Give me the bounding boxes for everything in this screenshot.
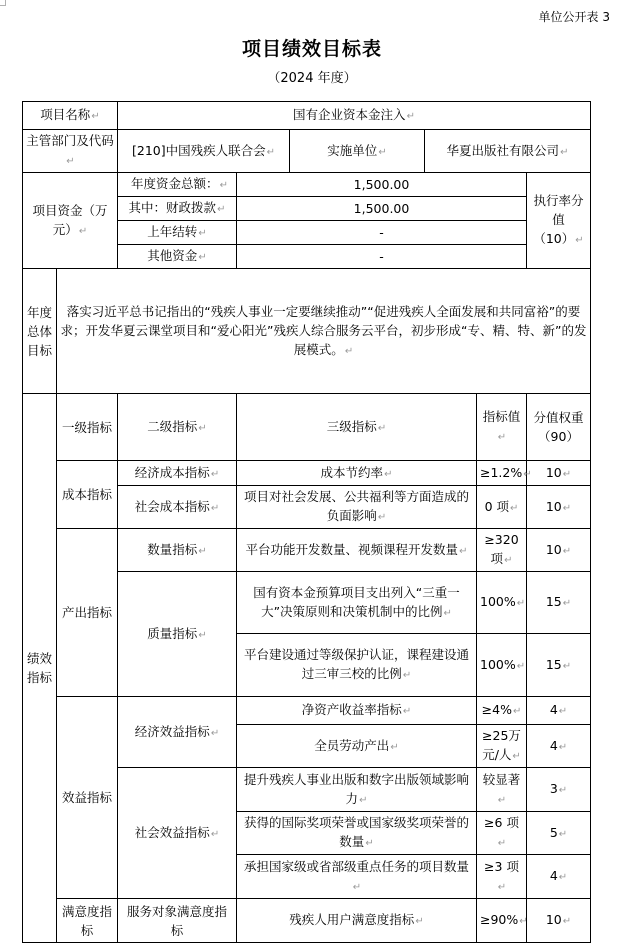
fund-row-label: 年度资金总额：↵ (118, 173, 237, 197)
indicator-weight: 3↵ (527, 768, 591, 812)
fund-row-label: 上年结转↵ (118, 221, 237, 245)
indicator-name: 全员劳动产出↵ (237, 725, 477, 768)
indicator-weight: 4↵ (527, 725, 591, 768)
fund-row-value: 1,500.00 (237, 197, 527, 221)
indicator-weight: 10↵ (527, 529, 591, 572)
indicator-weight: 5↵ (527, 812, 591, 855)
indicator-value: ≥25万元/人↵ (477, 725, 527, 768)
level2-quantity: 数量指标↵ (118, 529, 237, 572)
project-name-label: 项目名称↵ (23, 102, 118, 130)
indicator-name: 提升残疾人事业出版和数字出版领域影响力↵ (237, 768, 477, 812)
fund-row-label: 其中：财政拨款↵ (118, 197, 237, 221)
indicator-value: ≥4%↵ (477, 697, 527, 725)
annual-goal-label: 年度总体目标 (23, 269, 57, 394)
level1-benefit: 效益指标 (57, 697, 118, 899)
fund-row-value: - (237, 221, 527, 245)
level1-satisfaction: 满意度指标 (57, 899, 118, 943)
indicator-name: 项目对社会发展、公共福利等方面造成的负面影响↵ (237, 486, 477, 529)
fund-row-label: 其他资金↵ (118, 245, 237, 269)
indicator-name: 净资产收益率指标↵ (237, 697, 477, 725)
indicator-value: ≥3 项↵ (477, 855, 527, 899)
indicator-value: 0 项↵ (477, 486, 527, 529)
level1-cost: 成本指标 (57, 461, 118, 529)
indicator-name: 国有资本金预算项目支出列入“三重一大”决策原则和决策机制中的比例↵ (237, 572, 477, 634)
level2-quality: 质量指标↵ (118, 572, 237, 697)
indicator-name: 平台功能开发数量、视频课程开发数量↵ (237, 529, 477, 572)
department-value: [210]中国残疾人联合会↵ (118, 130, 290, 173)
department-label: 主管部门及代码↵ (23, 130, 118, 173)
indicator-weight: 10↵ (527, 461, 591, 486)
indicator-value: 100%↵ (477, 634, 527, 697)
indicator-value: 较显著↵ (477, 768, 527, 812)
indicator-value: ≥1.2%↵ (477, 461, 527, 486)
indicator-name: 成本节约率↵ (237, 461, 477, 486)
execution-rate-cell: 执行率分值 （10）↵ (527, 173, 591, 269)
document-year: （2024 年度） (267, 71, 357, 86)
indicator-weight: 10↵ (527, 486, 591, 529)
header-weight: 分值权重（90） (527, 394, 591, 461)
header-level2: 二级指标↵ (118, 394, 237, 461)
implementing-unit-value: 华夏出版社有限公司↵ (425, 130, 591, 173)
indicator-weight: 4↵ (527, 855, 591, 899)
header-level3: 三级指标↵ (237, 394, 477, 461)
header-level1: 一级指标 (57, 394, 118, 461)
project-name-value: 国有企业资本金注入↵ (118, 102, 591, 130)
page-corner-mark (0, 0, 6, 6)
header-value: 指标值↵ (477, 394, 527, 461)
level2-social-cost: 社会成本指标↵ (118, 486, 237, 529)
funds-label: 项目资金（万元）↵ (23, 173, 118, 269)
fund-row-value: 1,500.00 (237, 173, 527, 197)
document-title: 项目绩效目标表 (241, 38, 382, 60)
implementing-unit-label: 实施单位↵ (290, 130, 425, 173)
indicator-weight: 15↵ (527, 634, 591, 697)
level2-econ-benefit: 经济效益指标↵ (118, 697, 237, 768)
fund-row-value: - (237, 245, 527, 269)
indicator-value: ≥320 项↵ (477, 529, 527, 572)
performance-table (22, 101, 591, 943)
performance-indicators-label: 绩效指标 (23, 394, 57, 943)
indicator-value: 100%↵ (477, 572, 527, 634)
indicator-name: 承担国家级或省部级重点任务的项目数量↵ (237, 855, 477, 899)
indicator-weight: 4↵ (527, 697, 591, 725)
indicator-value: ≥6 项↵ (477, 812, 527, 855)
form-number-label: 单位公开表 3 (538, 10, 610, 24)
annual-goal-text: 落实习近平总书记指出的“残疾人事业一定要继续推动”“促进残疾人全面发展和共同富裕”的要求；开发华夏云课堂项目和“爱心阳光”残疾人综合服务云平台，初步形成“专、精、特、新”的发展模式。↵ (57, 269, 591, 394)
level1-output: 产出指标 (57, 529, 118, 697)
indicator-value: ≥90%↵ (477, 899, 527, 943)
indicator-name: 获得的国际奖项荣誉或国家级奖项荣誉的数量↵ (237, 812, 477, 855)
indicator-weight: 15↵ (527, 572, 591, 634)
indicator-weight: 10↵ (527, 899, 591, 943)
indicator-name: 残疾人用户满意度指标↵ (237, 899, 477, 943)
level2-econ-cost: 经济成本指标↵ (118, 461, 237, 486)
indicator-name: 平台建设通过等级保护认证，课程建设通过三审三校的比例↵ (237, 634, 477, 697)
level2-social-benefit: 社会效益指标↵ (118, 768, 237, 899)
level2-service: 服务对象满意度指标 (118, 899, 237, 943)
